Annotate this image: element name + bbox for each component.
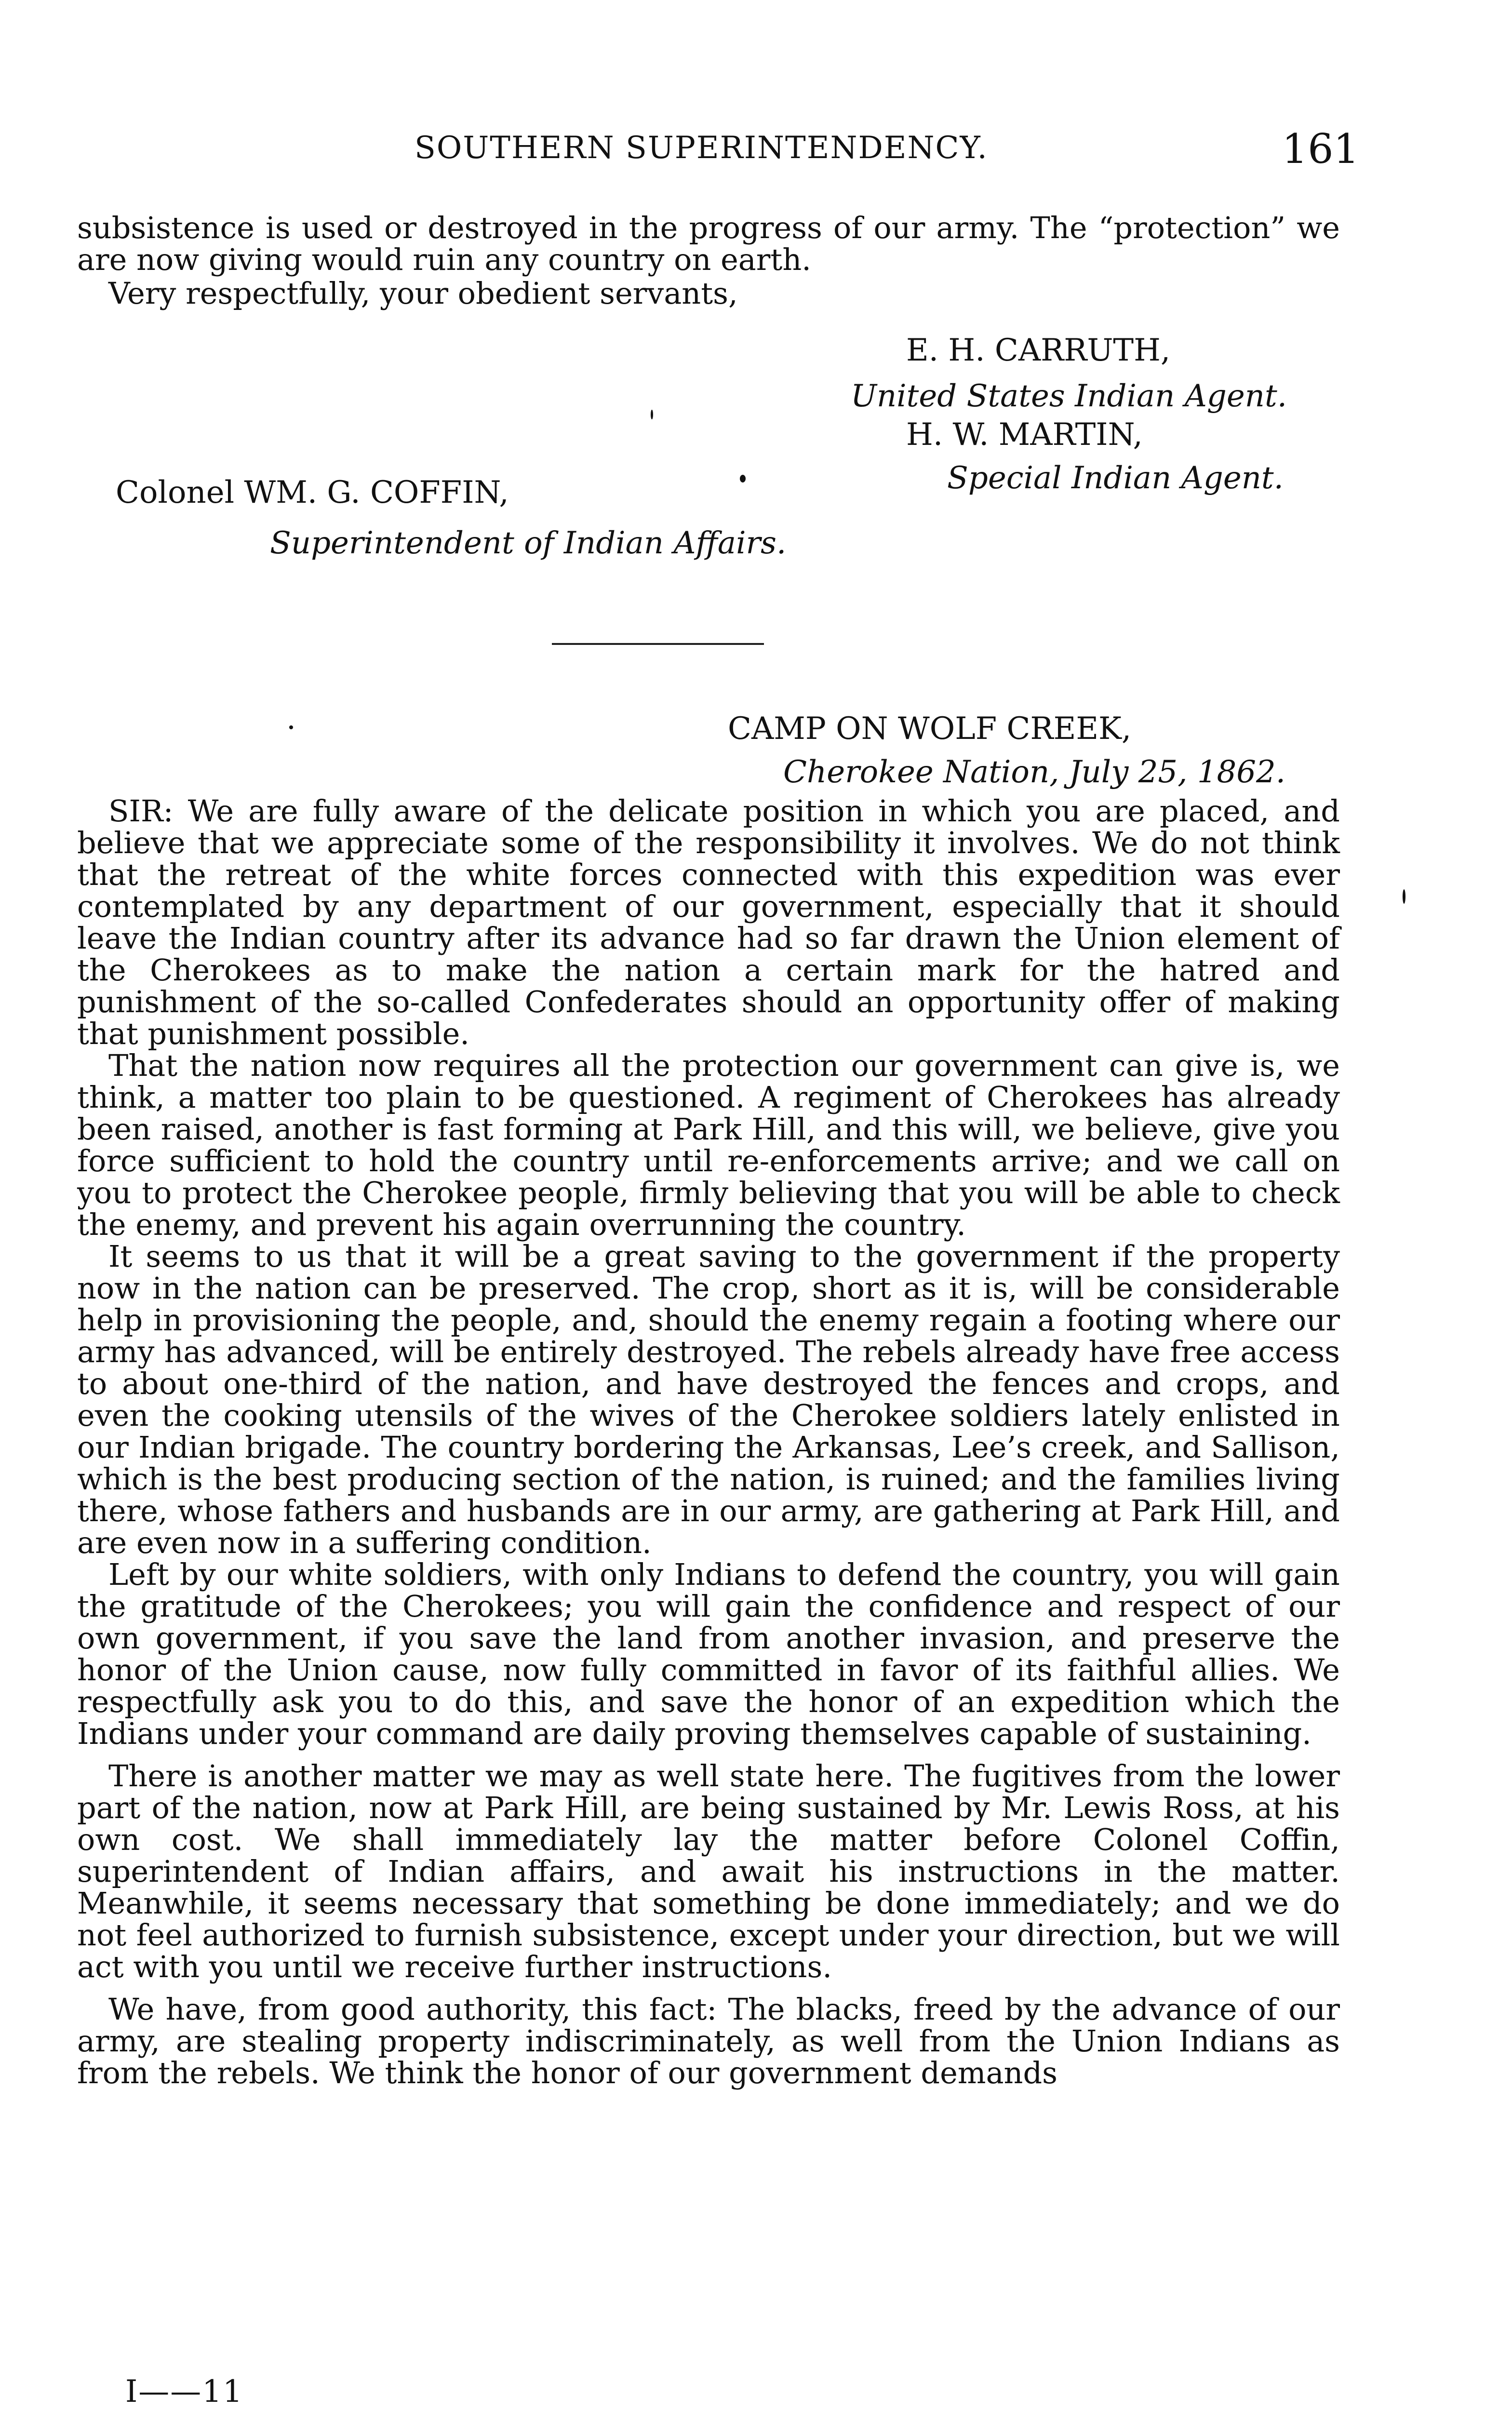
print-speck bbox=[1403, 889, 1405, 904]
letter2-body bbox=[77, 795, 1340, 2089]
print-speck bbox=[651, 410, 653, 419]
letter2-paragraph: It seems to us that it will be a great saving to the government if the property now in the nation can be preserved. The crop, short as it is, will be considerable help in provisioning the people, and, should the enemy regain a footing where our army has advanced, will be entirely destroyed. The rebels already have free access to about one-third of the nation, and have destroyed the fences and crops, and even the cooking utensils of the wives of the Cherokee soldiers lately enlisted in our Indian brigade. The country bordering the Arkansas, Lee’s creek, and Sallison, which is the best producing section of the nation, is ruined; and the families living there, whose fathers and husbands are in our army, are gathering at Park Hill, and are even now in a suffering condition. bbox=[77, 1239, 1340, 1560]
signer1-title: United States Indian Agent. bbox=[851, 378, 1287, 414]
letter2-paragraph: That the nation now requires all the protection our government can give is, we think, a matter too plain to be questioned. A regiment of Cherokees has already been raised, another is fast forming at Park Hill, and this will, we believe, give you force sufficient to hold the country until re-enforcements arrive; and we call on you to protect the Cherokee people, firmly believing that you will be able to check the enemy, and prevent his again overrunning the country. bbox=[77, 1048, 1340, 1242]
print-speck bbox=[289, 725, 293, 729]
letter2-place: CAMP ON WOLF CREEK, bbox=[728, 711, 1132, 747]
letter2-dateline: Cherokee Nation, July 25, 1862. bbox=[783, 754, 1286, 790]
letter1-closing: Very respectfully, your obedient servants, bbox=[108, 276, 738, 311]
addressee-title: Superintendent of Indian Affairs. bbox=[270, 525, 787, 561]
print-speck bbox=[740, 475, 746, 482]
section-divider bbox=[552, 643, 764, 645]
letter2-paragraph: We have, from good authority, this fact: The blacks, freed by the advance of our army, are stealing property indiscriminately, as well from the Union Indians as from the rebels. We think the honor of our government demands bbox=[77, 1992, 1340, 2090]
addressee-name: Colonel WM. G. COFFIN, bbox=[116, 475, 509, 510]
letter2-paragraph: SIR: We are fully aware of the delicate position in which you are placed, and believe that we appreciate some of the responsibility it involves. We do not think that the retreat of the white forces connected with this expedition was ever contemplated by any department of our government, especially that it should leave the Indian country after its advance had so far drawn the Union element of the Cherokees as to make the nation a certain mark for the hatred and punishment of the so-called Confederates should an opportunity offer of making that punishment possible. bbox=[77, 793, 1340, 1051]
signer2-title: Special Indian Agent. bbox=[947, 460, 1284, 496]
page-header bbox=[77, 125, 1359, 183]
signature-mark: I——11 bbox=[125, 2374, 243, 2410]
letter2-paragraph: Left by our white soldiers, with only Indians to defend the country, you will gain the gratitude of the Cherokees; you will gain the confidence and respect of our own government, if you save the land from another invasion, and preserve the honor of the Union cause, now fully committed in favor of its faithful allies. We respectfully ask you to do this, and save the honor of an expedition which the Indians under your command are daily proving themselves capable of sustaining. bbox=[77, 1557, 1340, 1751]
letter2-paragraph: There is another matter we may as well state here. The fugitives from the lower part of the nation, now at Park Hill, are being sustained by Mr. Lewis Ross, at his own cost. We shall immediately lay the matter before Colonel Coffin, superintendent of Indian affairs, and await his instructions in the matter. Meanwhile, it seems necessary that something be done immediately; and we do not feel authorized to furnish subsistence, except under your direction, but we will act with you until we receive further instructions. bbox=[77, 1758, 1340, 1984]
signer1-name: E. H. CARRUTH, bbox=[906, 333, 1171, 368]
running-title: SOUTHERN SUPERINTENDENCY. bbox=[415, 130, 988, 166]
letter1-continuation: subsistence is used or destroyed in the progress of our army. The “protection” we are now giving would ruin any country on earth. bbox=[77, 210, 1340, 277]
letter1-continuation-block bbox=[77, 212, 1340, 309]
page-number: 161 bbox=[1282, 125, 1359, 173]
signer2-name: H. W. MARTIN, bbox=[906, 417, 1143, 453]
